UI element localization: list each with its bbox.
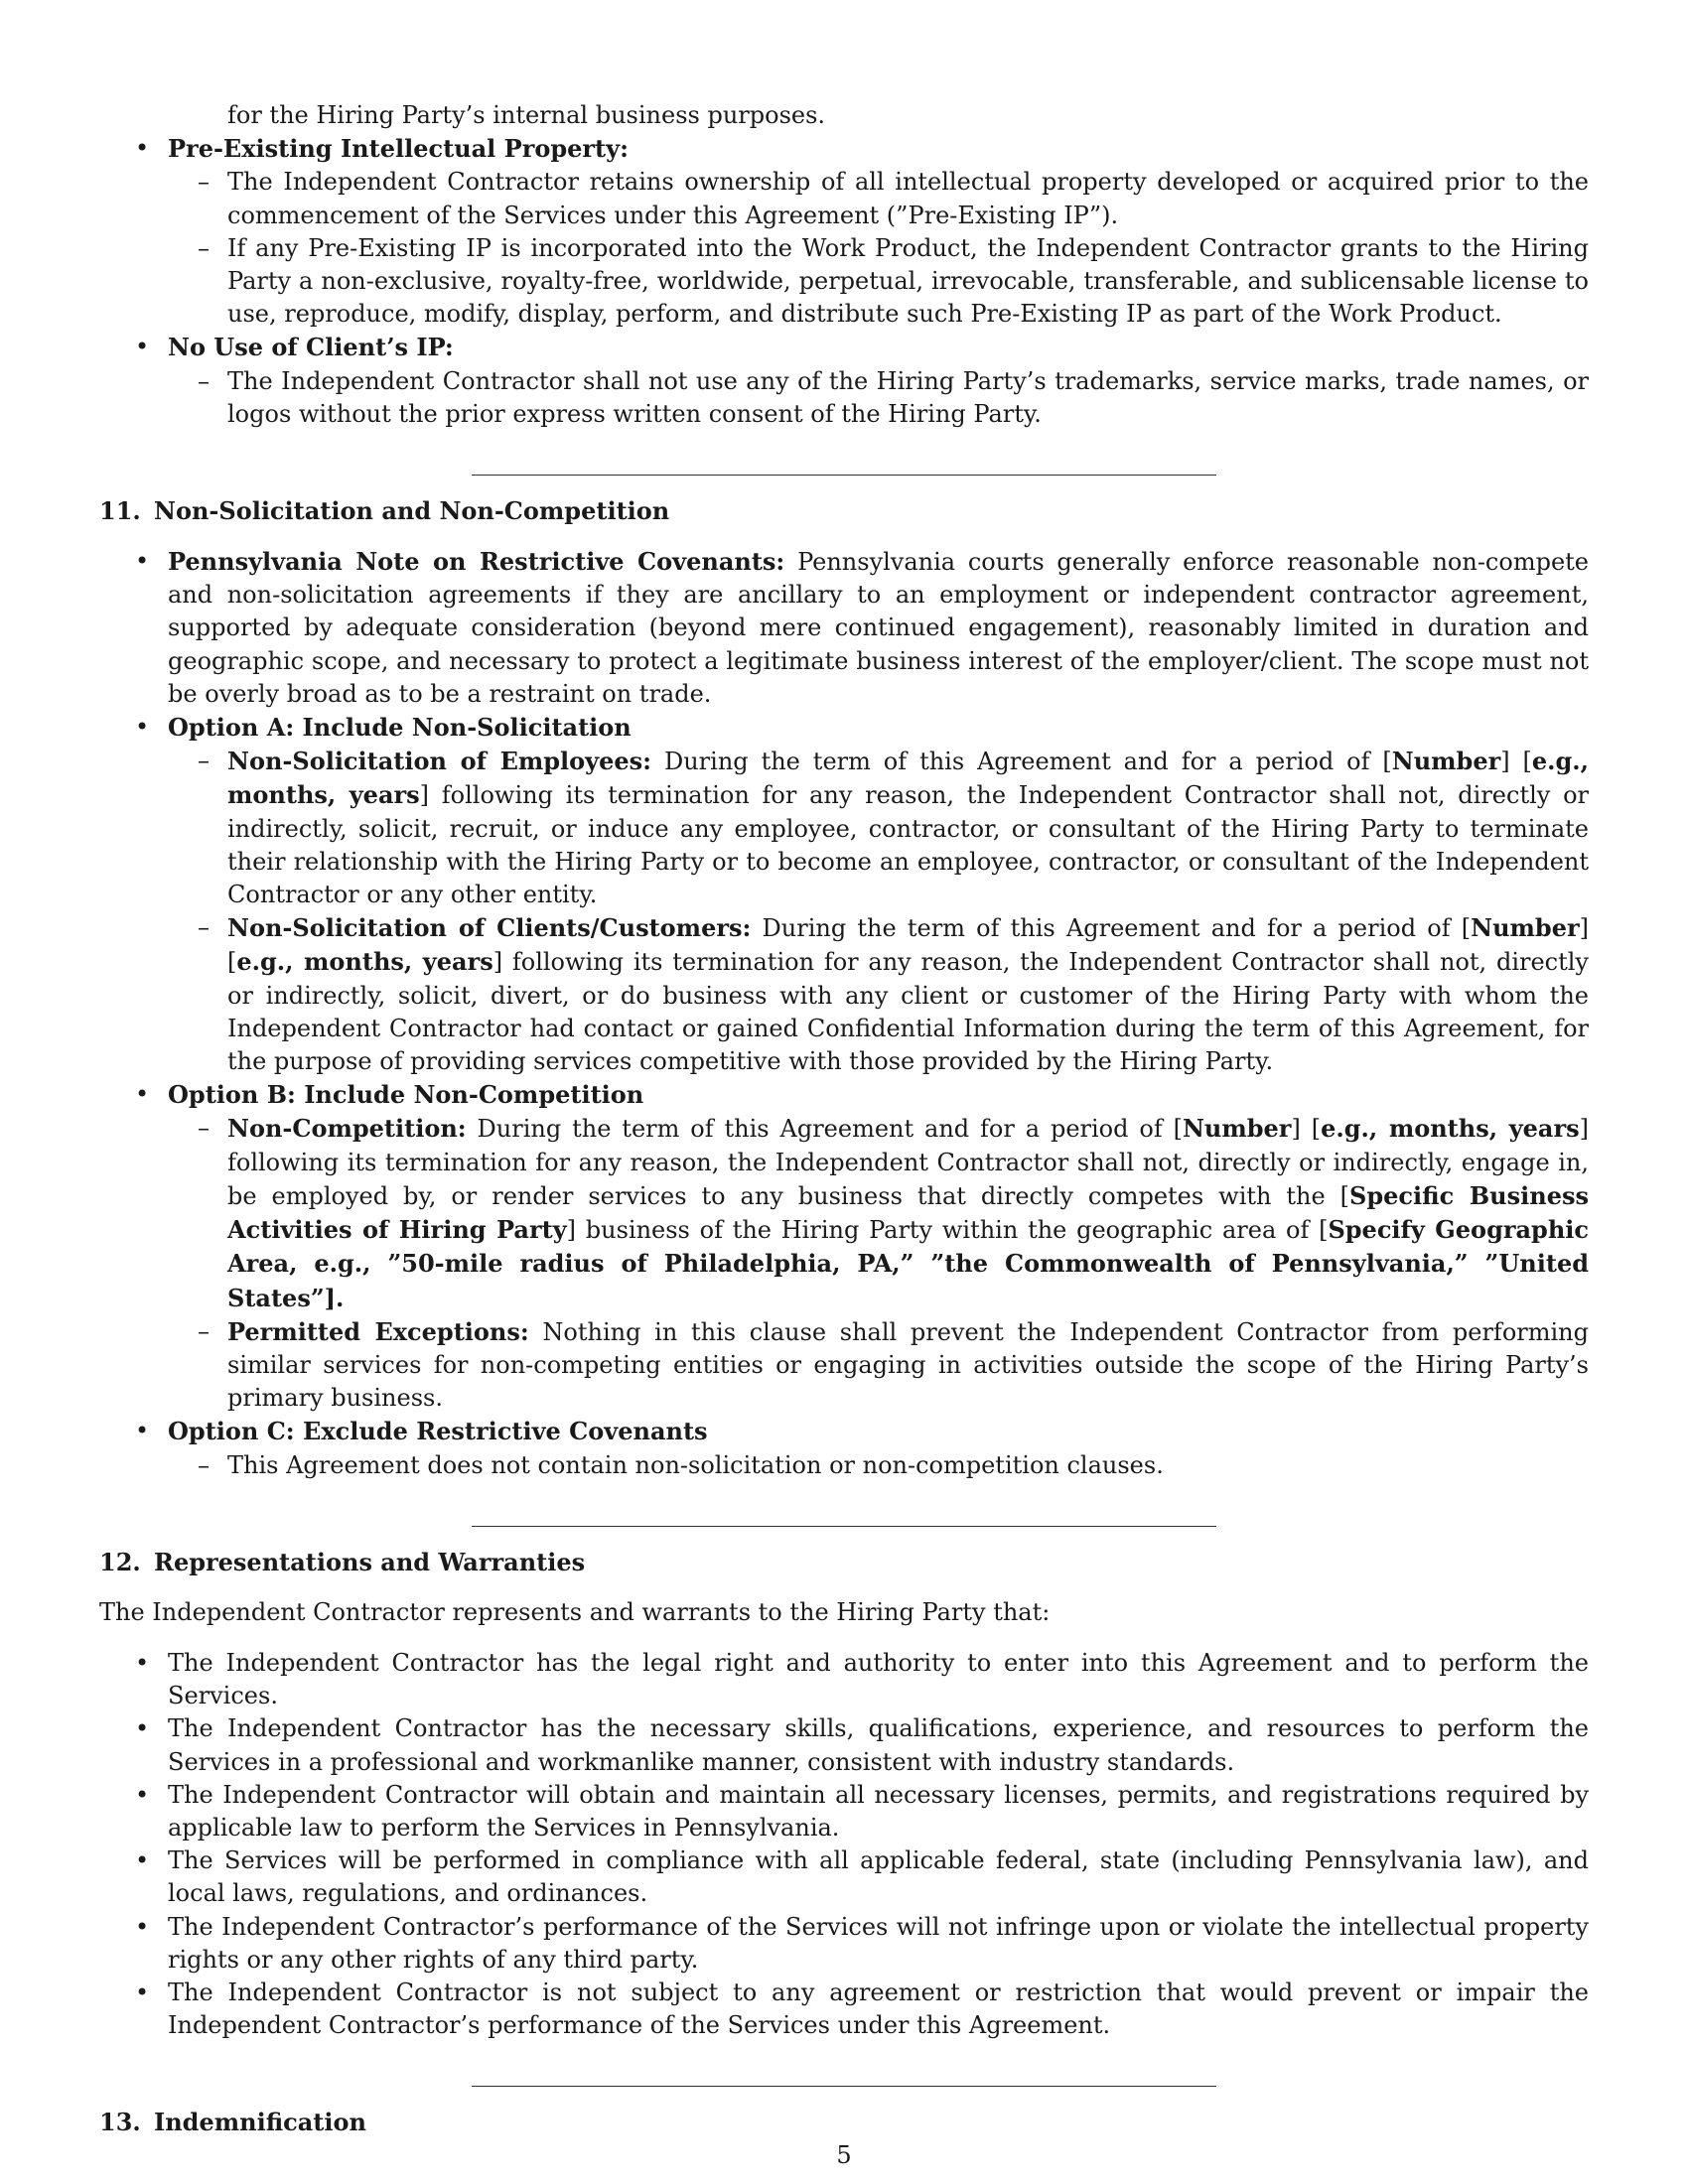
clause-text: Nothing in this clause shall prevent the Independent Contractor from performing similar services for non-competing entities or engaging in activities outside the scope of the Hiring Party’s primary business. bbox=[227, 1317, 1589, 1413]
section-title: Representations and Warranties bbox=[154, 1547, 586, 1576]
clause-text: ] [ bbox=[1291, 1115, 1322, 1144]
list-item bbox=[168, 745, 1589, 911]
pre-existing-ip-sublist bbox=[168, 166, 1589, 331]
list-item: • The Independent Contractor has the legal right and authority to enter into this Agreement and to perform the Services. bbox=[99, 1647, 1589, 1712]
clause-text: During the term of this Agreement and for a period of [ bbox=[762, 914, 1472, 943]
section-12-intro: The Independent Contractor represents and warrants to the Hiring Party that: bbox=[99, 1597, 1051, 1626]
clause-label: Permitted Exceptions: bbox=[227, 1316, 529, 1346]
option-a-heading: Option A: Include Non-Solicitation bbox=[168, 713, 632, 743]
section-title: Indemnification bbox=[154, 2108, 366, 2137]
placeholder-text: e.g., months, years bbox=[1321, 1114, 1580, 1144]
section-12-heading bbox=[99, 1546, 1589, 1578]
clause-text: During the term of this Agreement and for a period of [ bbox=[477, 1115, 1183, 1144]
section-title: Non-Solicitation and Non-Competition bbox=[154, 496, 670, 526]
option-b-heading: Option B: Include Non-Competition bbox=[168, 1080, 644, 1110]
list-item: – If any Pre-Existing IP is incorporated into the Work Product, the Independent Contractor grants to the Hiring Party a non-exclusive, royalty-free, worldwide, perpetual, irrevocable, transferable, and sublicensable license to use, reproduce, modify, display, perform, and distribute such Pre-Existing IP as part of the Work Product. bbox=[168, 232, 1589, 332]
clause-label: Non-Solicitation of Clients/Customers: bbox=[227, 913, 752, 943]
section-11-list bbox=[99, 545, 1589, 1482]
placeholder-text: Number bbox=[1471, 913, 1580, 943]
clause-label: Non-Solicitation of Employees: bbox=[227, 747, 652, 776]
continuation-text: for the Hiring Party’s internal business purposes. bbox=[227, 101, 826, 129]
pa-note-text: Pennsylvania courts generally enforce reasonable non-compete and non-solicitation agreements if they are ancillary to an employment or independent contractor agreement, supported by adequate consideration (beyond mere continued engagement), reasonably limited in duration and geographic scope, and necessary to protect a legitimate business interest of the employer/client. The scope must not be overly broad as to be a restraint on trade. bbox=[168, 548, 1589, 708]
clause-text: ] following its termination for any reason, the Independent Contractor shall not, directly or indirectly, solicit, recruit, or induce any employee, contractor, or consultant of the Hiring Party to terminate their relationship with the Hiring Party or to become an employee, contractor, or consultant of the Independent Contractor or any other entity. bbox=[227, 781, 1589, 909]
clause-text: ] [ bbox=[227, 914, 1589, 977]
list-item: • The Independent Contractor will obtain and maintain all necessary licenses, permits, and registrations required by applicable law to perform the Services in Pennsylvania. bbox=[99, 1779, 1589, 1844]
list-item bbox=[168, 911, 1589, 1078]
list-item: – The Independent Contractor retains ownership of all intellectual property developed or acquired prior to the commencement of the Services under this Agreement (”Pre-Existing IP”). bbox=[168, 166, 1589, 231]
clause-text: ] following its termination for any reason, the Independent Contractor shall not, directly or indirectly, engage in, be employed by, or render services to any business that directly competes with the [ bbox=[227, 1115, 1589, 1210]
option-c-sublist bbox=[168, 1449, 1589, 1482]
document-page bbox=[99, 99, 1589, 2138]
pre-existing-ip-heading: Pre-Existing Intellectual Property: bbox=[168, 134, 629, 164]
option-c-heading: Option C: Exclude Restrictive Covenants bbox=[168, 1417, 708, 1446]
list-item bbox=[99, 545, 1589, 711]
section-13-heading bbox=[99, 2106, 1589, 2138]
option-b-sublist bbox=[168, 1112, 1589, 1415]
placeholder-text: e.g., months, years bbox=[236, 947, 493, 977]
placeholder-text: Specific Business Activities of Hiring Party bbox=[227, 1180, 1590, 1245]
section-number: 11. bbox=[99, 496, 141, 526]
list-item bbox=[99, 331, 1589, 431]
ip-list bbox=[99, 132, 1589, 431]
section-number: 13. bbox=[99, 2108, 141, 2137]
placeholder-text: Number bbox=[1391, 747, 1501, 776]
list-item: • The Independent Contractor’s performance of the Services will not infringe upon or violate the intellectual property rights or any other rights of any third party. bbox=[99, 1911, 1589, 1977]
option-a-sublist bbox=[168, 745, 1589, 1078]
list-item bbox=[168, 1112, 1589, 1314]
page-number: 5 bbox=[836, 2141, 852, 2169]
list-item bbox=[99, 1078, 1589, 1415]
list-item: • The Independent Contractor is not subject to any agreement or restriction that would prevent or impair the Independent Contractor’s performance of the Services under this Agreement. bbox=[99, 1977, 1589, 2042]
clause-text: During the term of this Agreement and for a period of [ bbox=[663, 748, 1392, 776]
placeholder-text: Number bbox=[1182, 1114, 1292, 1144]
section-number: 12. bbox=[99, 1547, 141, 1576]
list-item: – This Agreement does not contain non-solicitation or non-competition clauses. bbox=[168, 1449, 1589, 1482]
list-item bbox=[99, 1415, 1589, 1481]
clause-text: ] business of the Hiring Party within the geographic area of [ bbox=[566, 1216, 1329, 1245]
warranties-list bbox=[99, 1647, 1589, 2042]
placeholder-text: Specify Geographic Area, e.g., ”50-mile radius of Philadelphia, PA,” ”the Commonwealth of Pennsylvania,” ”United States”]. bbox=[227, 1215, 1590, 1312]
placeholder-text: e.g., months, years bbox=[227, 747, 1590, 810]
list-item: • The Independent Contractor has the necessary skills, qualifications, experience, and resources to perform the Services in a professional and workmanlike manner, consistent with industry standards. bbox=[99, 1712, 1589, 1778]
list-item bbox=[168, 1315, 1589, 1416]
pa-note-label: Pennsylvania Note on Restrictive Covenants: bbox=[168, 547, 785, 577]
clause-text: ] [ bbox=[1500, 748, 1532, 776]
list-item: – The Independent Contractor shall not use any of the Hiring Party’s trademarks, service marks, trade names, or logos without the prior express written consent of the Hiring Party. bbox=[168, 365, 1589, 431]
clause-text: ] following its termination for any reason, the Independent Contractor shall not, directly or indirectly, solicit, divert, or do business with any client or customer of the Hiring Party with whom the Independent Contractor had contact or gained Confidential Information during the term of this Agreement, for the purpose of providing services competitive with those provided by the Hiring Party. bbox=[227, 948, 1589, 1076]
list-item bbox=[99, 132, 1589, 331]
section-11-heading bbox=[99, 494, 1589, 527]
no-use-client-ip-heading: No Use of Client’s IP: bbox=[168, 333, 454, 362]
list-item bbox=[99, 711, 1589, 1078]
no-use-sublist bbox=[168, 365, 1589, 431]
list-item: • The Services will be performed in compliance with all applicable federal, state (including Pennsylvania law), and local laws, regulations, and ordinances. bbox=[99, 1844, 1589, 1910]
clause-label: Non-Competition: bbox=[227, 1114, 467, 1144]
